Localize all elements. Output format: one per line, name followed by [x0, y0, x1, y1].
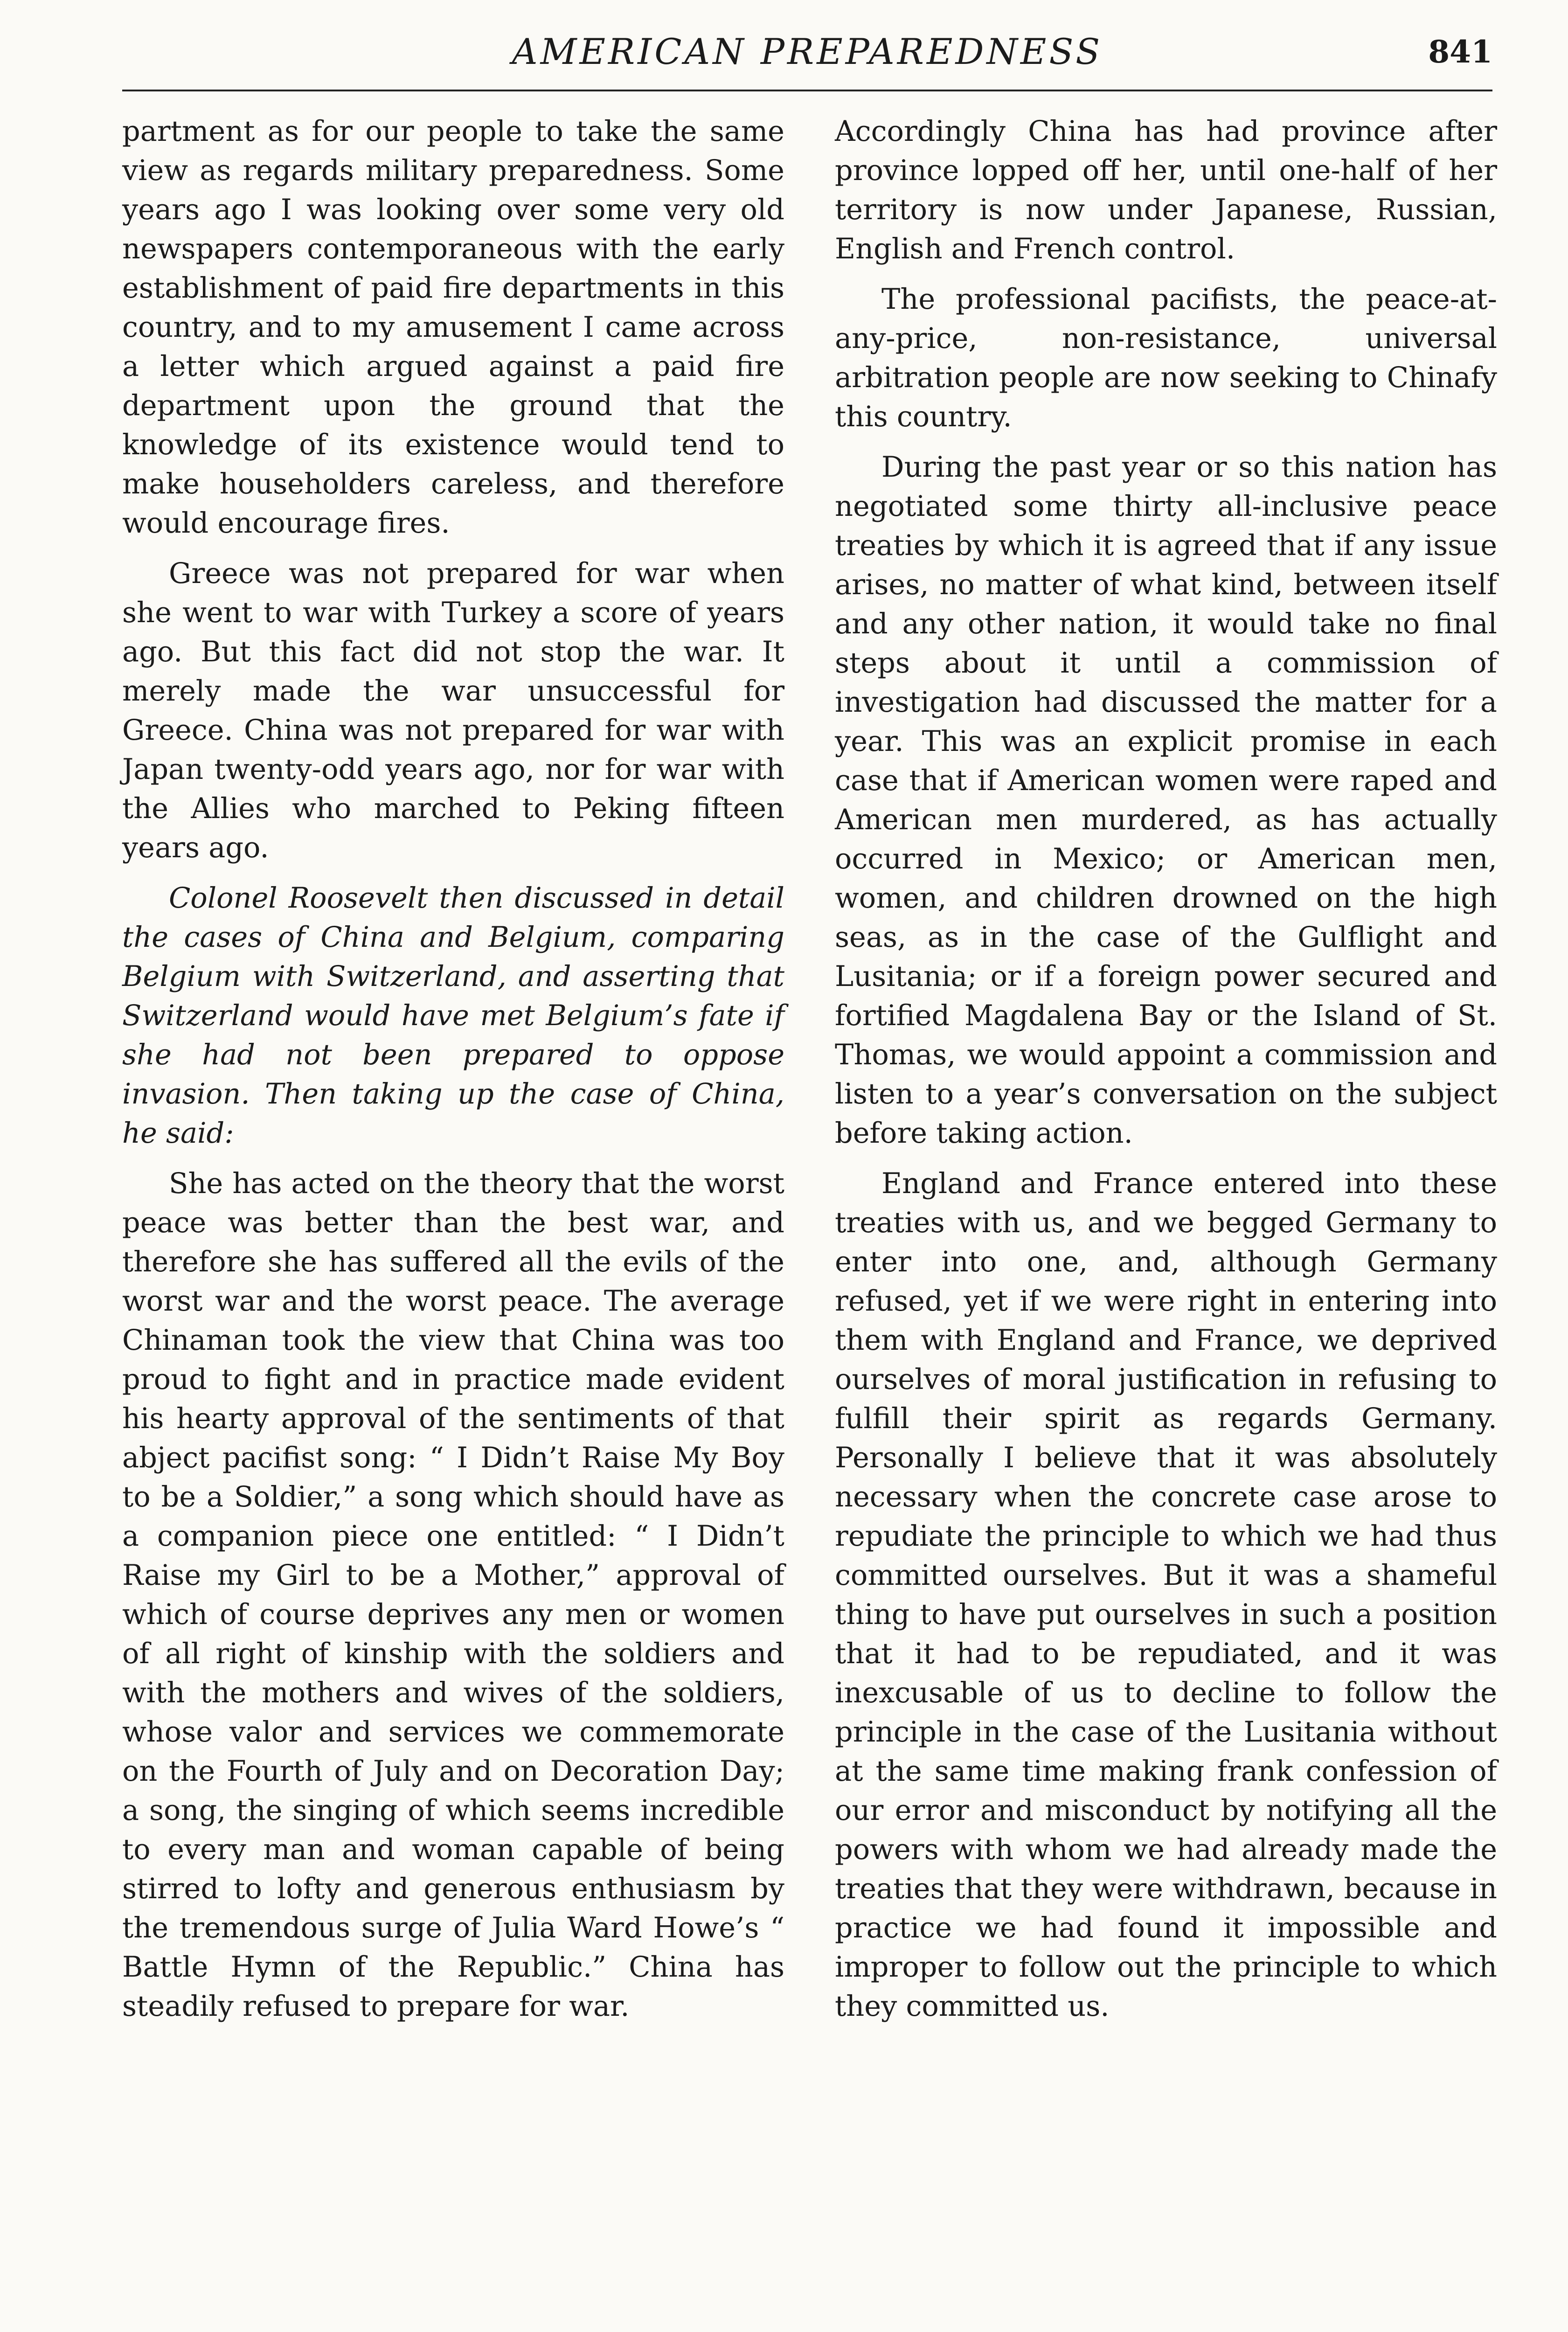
header-rule: [122, 90, 1492, 91]
paragraph: England and France entered into these treaties with us, and we begged Germany to enter into one, and, although Germany refused, yet if we were right in entering into them with England and France, we deprived ourselves of moral justification in refusing to fulfill their spirit as regards Germany. Personally I believe that it was absolutely necessary when the concrete case arose to repudiate the principle to which we had thus committed ourselves. But it was a shameful thing to have put ourselves in such a position that it had to be repudiated, and it was inexcusable of us to decline to follow the principle in the case of the Lusitania without at the same time making frank confession of our error and misconduct by notifying all the powers with whom we had already made the treaties that they were withdrawn, because in practice we had found it impossible and improper to follow out the principle to which they committed us.: [835, 1167, 1497, 2023]
paragraph: partment as for our people to take the same view as regards military preparedness. Some years ago I was looking over some very old newspapers contemporaneous with the early establishment of paid fire departments in this country, and to my amusement I came across a letter which argued against a paid fire department upon the ground that the knowledge of its existence would tend to make householders careless, and therefore would encourage fires.: [122, 115, 784, 540]
right-column: [835, 112, 1497, 2037]
page-number: 841: [1428, 34, 1492, 70]
paragraph: Accordingly China has had province after province lopped off her, until one-half of her territory is now under Japanese, Russian, English and French control.: [835, 115, 1497, 265]
paragraph: She has acted on the theory that the worst peace was better than the best war, and therefore she has suffered all the evils of the worst war and the worst peace. The average Chinaman took the view that China was too proud to fight and in practice made evident his hearty approval of the sentiments of that abject pacifist song: “ I Didn’t Raise My Boy to be a Soldier,” a song which should have as a companion piece one entitled: “ I Didn’t Raise my Girl to be a Mother,” approval of which of course deprives any men or women of all right of kinship with the soldiers and with the mothers and wives of the soldiers, whose valor and services we commemorate on the Fourth of July and on Decoration Day; a song, the singing of which seems incredible to every man and woman capable of being stirred to lofty and generous enthusiasm by the tremendous surge of Julia Ward Howe’s “ Battle Hymn of the Republic.” China has steadily refused to prepare for war.: [122, 1167, 784, 2023]
paragraph: Greece was not prepared for war when she went to war with Turkey a score of years ago. But this fact did not stop the war. It merely made the war unsuccessful for Greece. China was not prepared for war with Japan twenty-odd years ago, nor for war with the Allies who marched to Peking fifteen years ago.: [122, 557, 784, 864]
left-column: [122, 112, 784, 2037]
paragraph: During the past year or so this nation has negotiated some thirty all-inclusive peace treaties by which it is agreed that if any issue arises, no matter of what kind, between itself and any other nation, it would take no final steps about it until a commission of investigation had discussed the matter for a year. This was an explicit promise in each case that if American women were raped and American men murdered, as has actually occurred in Mexico; or American men, women, and children drowned on the high seas, as in the case of the Gulflight and Lusitania; or if a foreign power secured and fortified Magdalena Bay or the Island of St. Thomas, we would appoint a commission and listen to a year’s conversation on the subject before taking action.: [835, 451, 1497, 1150]
editorial-note: Colonel Roosevelt then discussed in detail the cases of China and Belgium, comparing Belgium with Switzerland, and asserting that Switzerland would have met Belgium’s fate if she had not been prepared to oppose invasion. Then taking up the case of China, he said:: [122, 882, 784, 1150]
running-title: AMERICAN PREPAREDNESS: [512, 31, 1103, 72]
paragraph: The professional pacifists, the peace-at-any-price, non-resistance, universal arbitration people are now seeking to Chinafy this country.: [835, 283, 1497, 433]
page-header: [122, 27, 1492, 78]
